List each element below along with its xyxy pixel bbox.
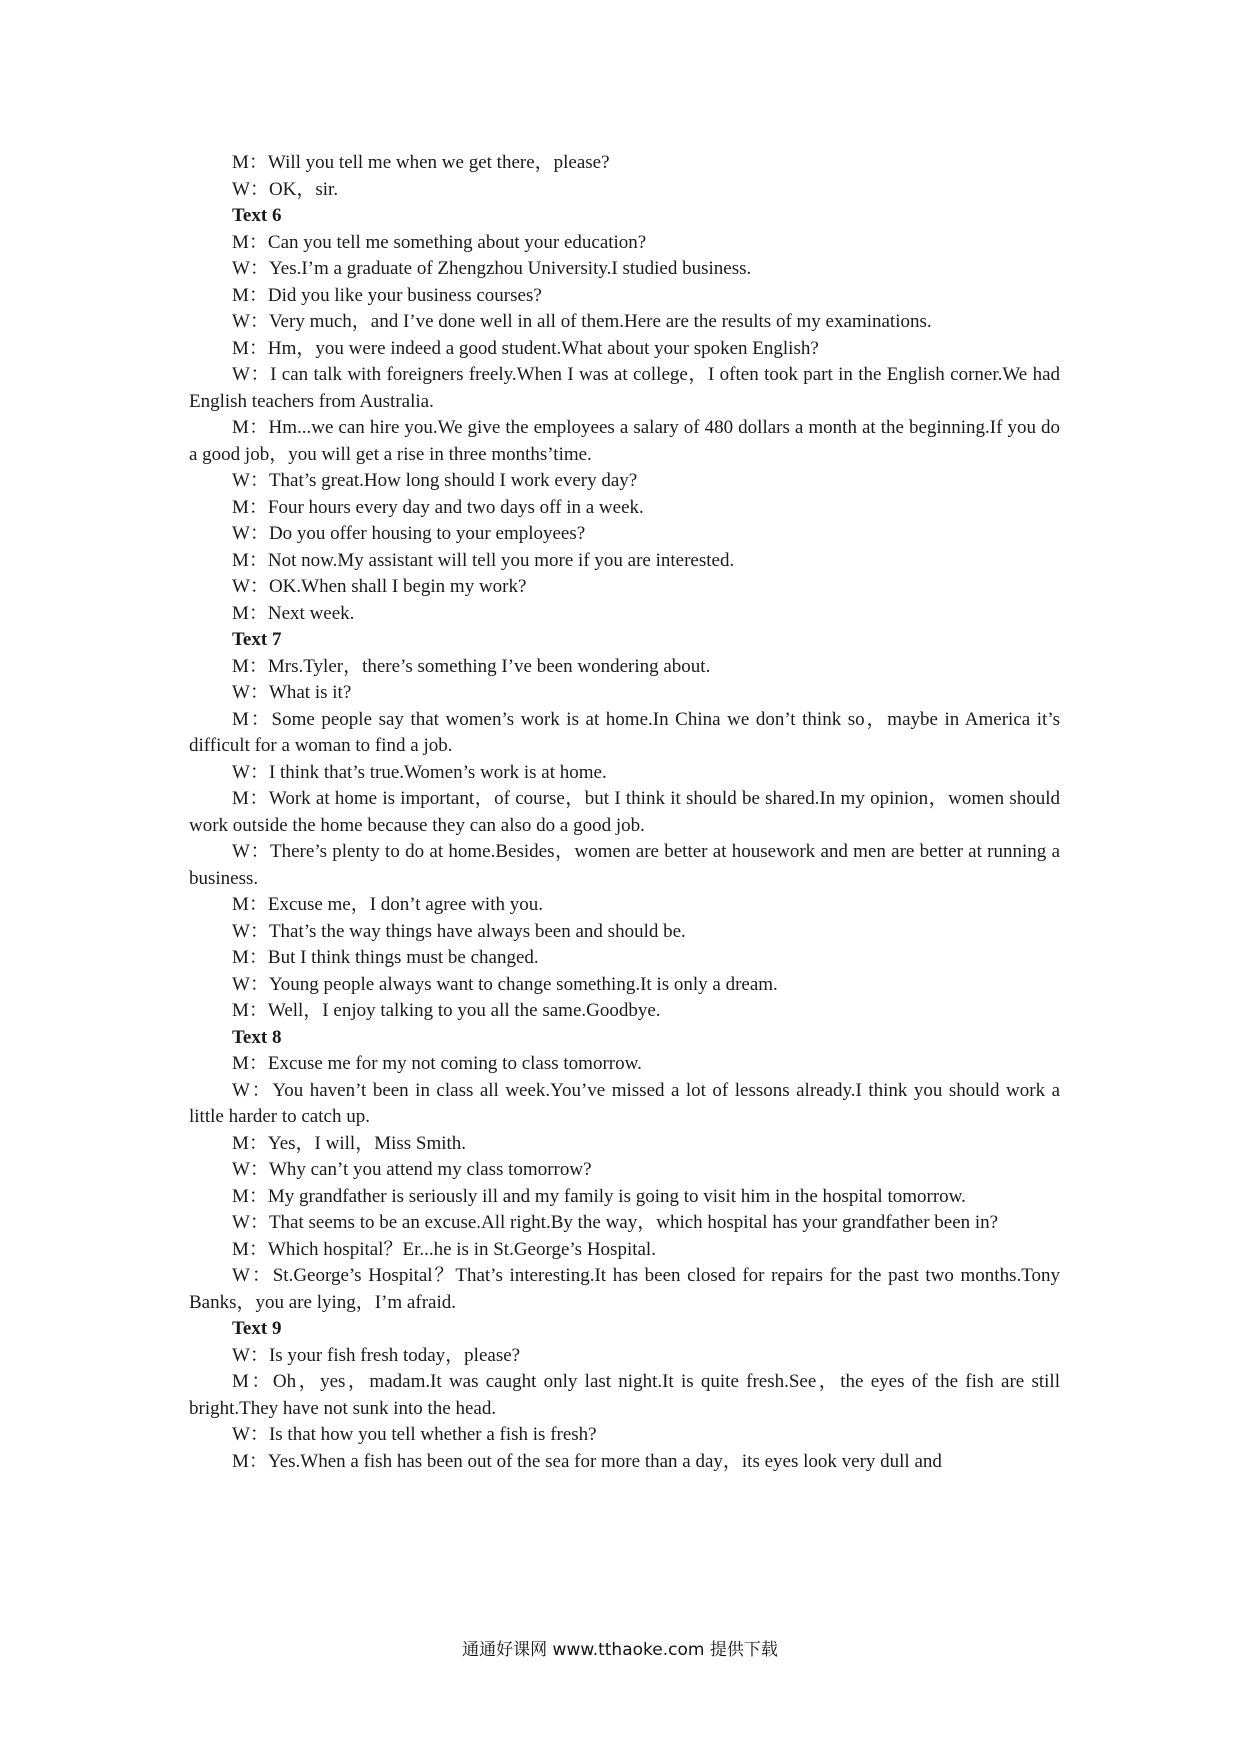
line-text: Can you tell me something about your education? — [267, 231, 647, 253]
section-heading: Text 7 — [232, 629, 282, 650]
line-text: Do you offer housing to your employees? — [268, 523, 586, 544]
speaker-label: W： — [232, 1159, 269, 1180]
speaker-label: M： — [232, 1371, 273, 1392]
dialogue-line — [189, 256, 1060, 283]
speaker-label: W： — [232, 1212, 269, 1233]
line-text: I think that’s true.Women’s work is at home. — [268, 761, 607, 783]
dialogue-line — [189, 760, 1060, 787]
dialogue-line — [189, 786, 1060, 839]
dialogue-line — [189, 1184, 1060, 1211]
dialogue-line — [189, 230, 1060, 257]
dialogue-line — [189, 521, 1060, 548]
line-text: St.George’s Hospital？That’s interesting.It has been closed for repairs for the past two months.Tony Banks，you are lying，I’m afraid. — [189, 1265, 1060, 1313]
dialogue-line — [189, 1078, 1060, 1131]
speaker-label: W： — [232, 1265, 273, 1286]
line-text: Some people say that women’s work is at home.In China we don’t think so，maybe in America it’s difficult for a woman to find a job. — [189, 708, 1060, 756]
speaker-label: M： — [232, 602, 268, 624]
speaker-label: W： — [232, 258, 269, 279]
dialogue-line — [189, 362, 1060, 415]
dialogue-line — [189, 468, 1060, 495]
line-text: But I think things must be changed. — [267, 947, 539, 968]
line-text: Did you like your business courses? — [267, 284, 542, 306]
line-text: What is it? — [268, 682, 352, 703]
dialogue-line — [189, 707, 1060, 760]
speaker-label: W： — [232, 973, 269, 995]
dialogue-line — [189, 1237, 1060, 1264]
line-text: Which hospital？Er...he is in St.George’s Hospital. — [267, 1238, 656, 1260]
dialogue-line — [189, 892, 1060, 919]
speaker-label: M： — [232, 284, 268, 306]
line-text: Hm，you were indeed a good student.What about your spoken English? — [267, 337, 819, 359]
line-text: OK，sir. — [268, 178, 339, 200]
speaker-label: M： — [232, 1238, 268, 1260]
line-text: Next week. — [267, 602, 355, 624]
speaker-label: W： — [232, 1344, 269, 1366]
speaker-label: M： — [232, 655, 268, 677]
line-text: There’s plenty to do at home.Besides，women are better at housework and men are better at running a business. — [189, 841, 1061, 889]
speaker-label: W： — [232, 682, 269, 703]
speaker-label: M： — [232, 549, 268, 571]
line-text: Why can’t you attend my class tomorrow? — [268, 1159, 592, 1180]
speaker-label: M： — [232, 1000, 268, 1021]
line-text: Mrs.Tyler，there’s something I’ve been wondering about. — [267, 655, 711, 677]
speaker-label: M： — [232, 1132, 268, 1154]
line-text: Excuse me for my not coming to class tomorrow. — [267, 1053, 642, 1074]
section-heading: Text 8 — [232, 1026, 282, 1048]
line-text: OK.When shall I begin my work? — [268, 576, 527, 597]
speaker-label: M： — [232, 1450, 268, 1472]
speaker-label: W： — [232, 761, 269, 783]
line-text: Yes.I’m a graduate of Zhengzhou University.I studied business. — [268, 258, 752, 279]
speaker-label: W： — [232, 1079, 273, 1101]
line-text: Will you tell me when we get there，please? — [267, 152, 610, 173]
dialogue-line — [189, 1343, 1060, 1370]
speaker-label: W： — [232, 1424, 269, 1445]
dialogue-line — [189, 415, 1060, 468]
speaker-label: M： — [232, 496, 268, 518]
section-heading: Text 6 — [232, 205, 282, 226]
dialogue-line — [189, 601, 1060, 628]
dialogue-line — [189, 336, 1060, 363]
speaker-label: M： — [232, 231, 268, 253]
transcript-body — [189, 150, 1060, 1475]
speaker-label: W： — [232, 311, 269, 332]
speaker-label: M： — [232, 1053, 268, 1074]
page-footer: 通通好课网 www.tthaoke.com 提供下载 — [462, 1640, 778, 1660]
line-text: Young people always want to change something.It is only a dream. — [268, 973, 778, 995]
line-text: Oh，yes，madam.It was caught only last night.It is quite fresh.See，the eyes of the fish are still bright.They have not sunk into the head. — [189, 1371, 1060, 1419]
speaker-label: M： — [232, 337, 268, 359]
dialogue-line — [189, 1051, 1060, 1078]
dialogue-line — [189, 839, 1060, 892]
dialogue-line — [189, 972, 1060, 999]
dialogue-line — [189, 1369, 1060, 1422]
dialogue-line — [189, 150, 1060, 177]
speaker-label: M： — [232, 417, 269, 438]
speaker-label: W： — [232, 920, 269, 942]
speaker-label: M： — [232, 894, 268, 915]
line-text: Yes，I will，Miss Smith. — [267, 1132, 467, 1154]
line-text: Is your fish fresh today，please? — [268, 1344, 521, 1366]
line-text: Yes.When a fish has been out of the sea for more than a day，its eyes look very dull and — [267, 1450, 942, 1472]
dialogue-line — [189, 1449, 1060, 1476]
dialogue-line — [189, 945, 1060, 972]
line-text: Is that how you tell whether a fish is fresh? — [268, 1424, 597, 1445]
dialogue-line — [189, 548, 1060, 575]
speaker-label: W： — [232, 841, 271, 862]
speaker-label: W： — [232, 523, 269, 544]
speaker-label: M： — [232, 708, 272, 730]
speaker-label: W： — [232, 178, 269, 200]
speaker-label: M： — [232, 152, 268, 173]
dialogue-line — [189, 1131, 1060, 1158]
line-text: Hm...we can hire you.We give the employees a salary of 480 dollars a month at the beginning.If you do a good job，you will get a rise in three months’time. — [189, 417, 1060, 465]
line-text: Very much，and I’ve done well in all of them.Here are the results of my examinations. — [268, 311, 932, 332]
dialogue-line — [189, 1263, 1060, 1316]
line-text: You haven’t been in class all week.You’ve missed a lot of lessons already.I think you should work a little harder to catch up. — [189, 1079, 1060, 1127]
dialogue-line — [189, 680, 1060, 707]
dialogue-line — [189, 283, 1060, 310]
section-heading: Text 9 — [232, 1318, 282, 1339]
speaker-label: W： — [232, 576, 269, 597]
dialogue-line — [189, 177, 1060, 204]
line-text: Excuse me，I don’t agree with you. — [267, 894, 543, 915]
line-text: That seems to be an excuse.All right.By the way，which hospital has your grandfather been in? — [268, 1212, 999, 1233]
dialogue-line — [189, 998, 1060, 1025]
dialogue-line — [189, 309, 1060, 336]
line-text: Well，I enjoy talking to you all the same.Goodbye. — [267, 1000, 661, 1021]
dialogue-line — [189, 654, 1060, 681]
line-text: Not now.My assistant will tell you more if you are interested. — [267, 549, 735, 571]
line-text: I can talk with foreigners freely.When I was at college，I often took part in the English corner.We had English teachers from Australia. — [189, 364, 1060, 412]
dialogue-line — [189, 495, 1060, 522]
line-text: That’s great.How long should I work every day? — [268, 470, 638, 491]
speaker-label: M： — [232, 1185, 268, 1207]
line-text: Four hours every day and two days off in a week. — [267, 496, 644, 518]
dialogue-line — [189, 574, 1060, 601]
dialogue-line — [189, 1422, 1060, 1449]
line-text: That’s the way things have always been and should be. — [268, 920, 686, 942]
dialogue-line — [189, 1157, 1060, 1184]
dialogue-line — [189, 1210, 1060, 1237]
line-text: Work at home is important，of course，but I think it should be shared.In my opinion，women should work outside the home because they can also do a good job. — [189, 788, 1060, 836]
speaker-label: W： — [232, 470, 269, 491]
speaker-label: M： — [232, 947, 268, 968]
speaker-label: W： — [232, 364, 271, 385]
dialogue-line — [189, 919, 1060, 946]
line-text: My grandfather is seriously ill and my family is going to visit him in the hospital tomorrow. — [267, 1185, 966, 1207]
speaker-label: M： — [232, 788, 269, 809]
